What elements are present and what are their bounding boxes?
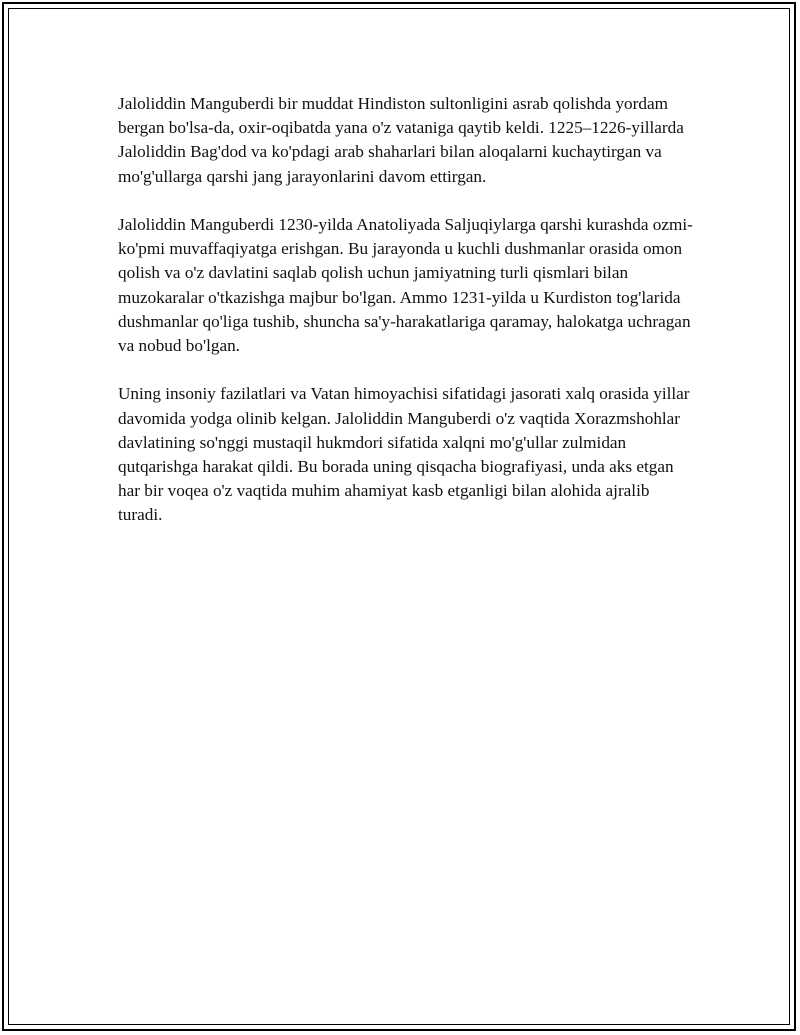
paragraph-2: Jaloliddin Manguberdi 1230-yilda Anatoliyada Saljuqiylarga qarshi kurashda ozmi-ko'pmi muvaffaqiyatga erishgan. Bu jarayonda u kuchli dushmanlar orasida omon qolish va o'z davlatini saqlab qolish uchun jamiyatning turli qismlari bilan muzokaralar o'tkazishga majbur bo'lgan. Ammo 1231-yilda u Kurdiston tog'larida dushmanlar qo'liga tushib, shuncha sa'y-harakatlariga qaramay, halokatga uchragan va nobud bo'lgan. [118,215,693,356]
document-body [118,92,698,552]
paragraph-1: Jaloliddin Manguberdi bir muddat Hindiston sultonligini asrab qolishda yordam bergan bo'lsa-da, oxir-oqibatda yana o'z vataniga qaytib keldi. 1225–1226-yillarda Jaloliddin Bag'dod va ko'pdagi arab shaharlari bilan aloqalarni kuchaytirgan va mo'g'ullarga qarshi jang jarayonlarini davom ettirgan. [118,94,684,186]
paragraph-3: Uning insoniy fazilatlari va Vatan himoyachisi sifatidagi jasorati xalq orasida yillar davomida yodga olinib kelgan. Jaloliddin Manguberdi o'z vaqtida Xorazmshohlar davlatining so'nggi mustaqil hukmdori sifatida xalqni mo'g'ullar zulmidan qutqarishga harakat qildi. Bu borada uning qisqacha biografiyasi, unda aks etgan har bir voqea o'z vaqtida muhim ahamiyat kasb etganligi bilan alohida ajralib turadi. [118,384,690,525]
